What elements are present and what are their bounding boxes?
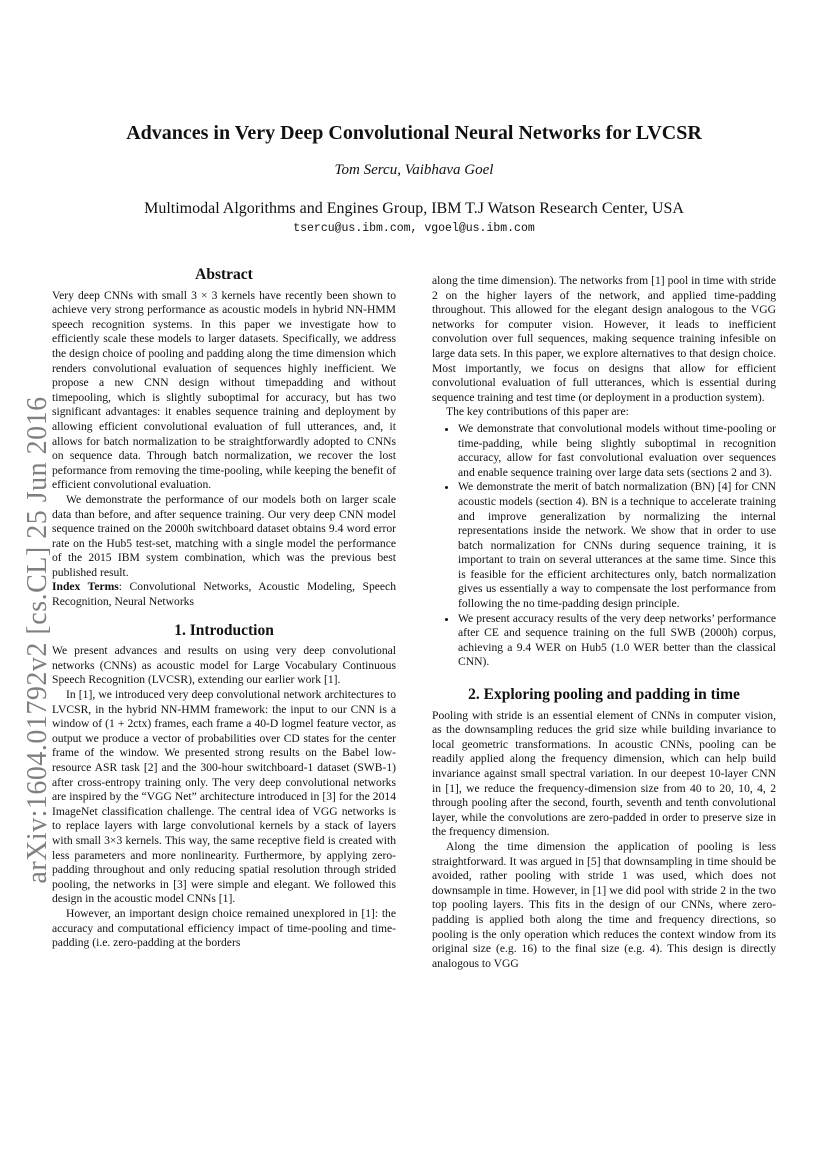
section-1-heading: 1. Introduction bbox=[174, 621, 274, 639]
paper-title: Advances in Very Deep Convolutional Neural Networks for LVCSR bbox=[126, 122, 702, 144]
paper-affiliation: Multimodal Algorithms and Engines Group, IBM T.J Watson Research Center, USA bbox=[144, 200, 684, 217]
intro-paragraph-1: We present advances and results on using very deep convolutional networks (CNNs) as acoustic model for Large Vocabulary Continuous Speech Recognition (LVCSR), extending our earlier work [1]. bbox=[52, 644, 396, 687]
contribution-item-2: • We demonstrate the merit of batch normalization (BN) [4] for CNN acoustic models (section 4). BN is a technique to accelerate training and improve generalization by normalizing the internal representations inside the network. We show that in order to use batch normalization for CNNs during sequence training, it is important to train on several utterances at the same time. Since this is feasible for the efficient architectures only, batch normalization gives us essentially a way to compensate the lost performance from following the no time-padding design principle. bbox=[458, 480, 776, 611]
contribution-item-1: • We demonstrate that convolutional models without time-pooling or time-padding, while being slightly suboptimal in recognition accuracy, allow for fast convolutional evaluation over sequences and enable sequence training over large data sets (sections 2 and 3). bbox=[458, 422, 776, 480]
intro-paragraph-3-continued: along the time dimension). The networks from [1] pool in time with stride 2 on the higher layers of the network, and applied time-padding throughout. This allowed for the elegant design analogous to the VGG networks for computer vision. However, it leads to inefficient convolution over full sequences, making sequence training infesible on large data sets. In this paper, we explore alternatives to that design choice. Most importantly, we focus on designs that allow for efficient convolutional evaluation of full utterances, which is essential during sequence training and test time (or deployment in a production system). bbox=[432, 274, 776, 404]
section-2-paragraph-2: Along the time dimension the application of pooling is less straightforward. It was argued in [5] that downsampling in time should be avoided, rather pooling with stride 1 was used, which does not downsample in time. However, in [1] we did pool with stride 2 in the two top pooling layers. This fits in the design of our CNNs, where zero-padding is applied both along the time and frequency directions, so pooling is the only operation which reduces the context window from its original size (e.g. 16) to the final size (e.g. 4). This design is directly analogous to VGG bbox=[432, 839, 776, 970]
abstract-paragraph-2: We demonstrate the performance of our models both on larger scale data than before, and after sequence training. Our very deep CNN model sequence trained on the 2000h switchboard dataset obtains 9.4 word error rate on the Hub5 test-set, matching with a single model the performance of the 2015 IBM system combination, which was the previous best published result. bbox=[52, 492, 396, 579]
paper-emails: tsercu@us.ibm.com, vgoel@us.ibm.com bbox=[293, 222, 535, 235]
arxiv-id: arXiv:1604.01792v2 [cs.CL] 25 Jun 2016 bbox=[22, 396, 53, 884]
intro-paragraph-3: However, an important design choice remained unexplored in [1]: the accuracy and computational efficiency impact of time-pooling and time-padding (i.e. zero-padding at the borders bbox=[52, 906, 396, 950]
contribution-item-3: • We present accuracy results of the very deep networks’ performance after CE and sequence training on the full SWB (2000h) corpus, achieving a 9.4 WER on Hub5 (1.0 WER better than the classical CNN). bbox=[458, 612, 776, 670]
paper-authors: Tom Sercu, Vaibhava Goel bbox=[334, 162, 494, 178]
index-terms-text: : Convolutional Networks, Acoustic Modeling, Speech Recognition, Neural Networks bbox=[52, 580, 396, 609]
abstract-paragraph-1: Very deep CNNs with small 3 × 3 kernels have recently been shown to achieve very strong performance as acoustic models in hybrid NN-HMM speech recognition systems. In this paper we investigate how to efficiently scale these models to larger datasets. Specifically, we address the design choice of pooling and padding along the time dimension which renders convolutional evaluation of sequences highly inefficient. We propose a new CNN design without timepadding and without timepooling, which is slightly suboptimal for accuracy, but has two significant advantages: it enables sequence training and deployment by allowing efficient convolutional evaluation of full utterances, and, it allows for batch normalization to be straightforwardly adopted to CNNs on sequence data. Through batch normalization, we recover the lost peformance from removing the time-pooling, while keeping the benefit of efficient convolutional evaluation. bbox=[52, 288, 396, 492]
left-column bbox=[52, 268, 396, 951]
index-terms bbox=[52, 580, 396, 609]
section-2-heading: 2. Exploring pooling and padding in time bbox=[468, 686, 740, 704]
section-2-paragraph-1: Pooling with stride is an essential element of CNNs in computer vision, as the downsampling reduces the grid size while building invariance to local geometric transformations. In acoustic CNNs, pooling can be readily applied along the frequency dimension, which can help build invariance against small spectral variation. In our deepest 10-layer CNN in [1], we reduce the frequency-dimension size from 40 to 20, 10, 4, 2 through pooling after the second, fourth, seventh and tenth convolutional layer, while the convolutions are zero-padded in order to preserve size in the frequency dimension. bbox=[432, 708, 776, 839]
intro-paragraph-2: In [1], we introduced very deep convolutional network architectures to LVCSR, in the hybrid NN-HMM framework: the input to our CNN is a window of (1 + 2ctx) frames, each frame a 40-D logmel feature vector, as output we produce a vector of probabilities over CD states for the center frame of the window. We presented strong results on the Babel low-resource ASR task [2] and the 300-hour switchboard-1 dataset (SWB-1) after cross-entropy training only. The very deep convolutional networks are inspired by the “VGG Net” architecture introduced in [3] for the 2014 ImageNet classification challenge. The central idea of VGG networks is to replace layers with large convolutional kernels by a stack of layers with small 3×3 kernels. This way, the same receptive field is created with less parameters and more nonlinearity. Furthermore, by applying zero-padding throughout and only reducing spatial resolution through strided pooling, the networks in [3] were simple and elegant. We followed this design in the acoustic model CNNs [1]. bbox=[52, 688, 396, 906]
abstract-heading: Abstract bbox=[195, 266, 253, 283]
intro-paragraph-4: The key contributions of this paper are: bbox=[446, 405, 629, 419]
right-column bbox=[432, 274, 776, 971]
index-terms-label: Index Terms bbox=[52, 580, 119, 594]
contributions-list bbox=[432, 422, 776, 670]
